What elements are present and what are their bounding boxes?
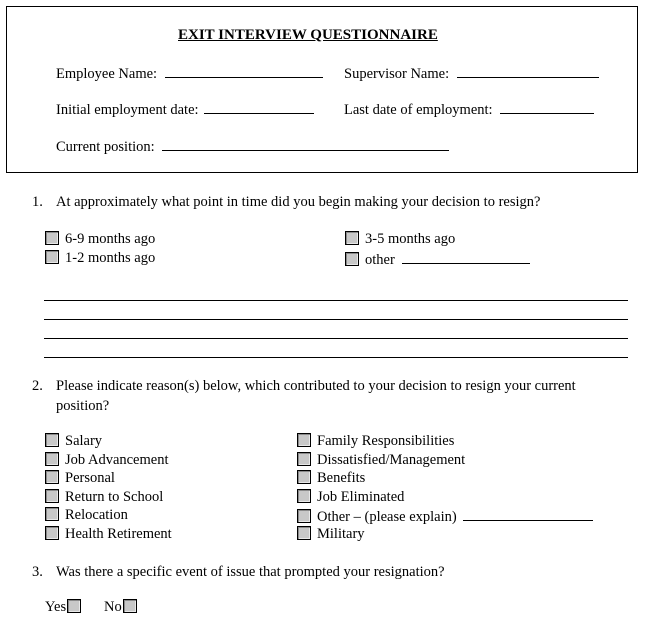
q3-yes-option[interactable] (45, 598, 87, 616)
option-label: Personal (65, 470, 115, 486)
other-line[interactable] (402, 249, 530, 264)
q1-number: 1. (32, 194, 43, 210)
q2-option-job-eliminated[interactable] (297, 488, 404, 506)
checkbox[interactable] (45, 433, 59, 447)
option-label: other (365, 252, 395, 268)
q1-option-6-9-months[interactable] (45, 230, 155, 248)
checkbox[interactable] (345, 231, 359, 245)
q2-option-relocation[interactable] (45, 506, 128, 524)
q2-option-personal[interactable] (45, 469, 115, 487)
option-label: 1-2 months ago (65, 250, 156, 266)
checkbox[interactable] (345, 252, 359, 266)
option-label: Salary (65, 433, 103, 449)
option-label: 3-5 months ago (365, 231, 456, 247)
current-position-field[interactable] (56, 136, 449, 156)
q2-option-job-advancement[interactable] (45, 451, 169, 469)
q1-text: At approximately what point in time did you begin making your decision to resign? (56, 194, 541, 210)
q1-option-other[interactable] (345, 249, 530, 269)
employee-name-label: Employee Name: (56, 66, 158, 82)
initial-employment-line[interactable] (204, 99, 314, 114)
option-label: Other – (please explain) (317, 509, 457, 525)
no-label: No (104, 599, 122, 615)
q2-option-salary[interactable] (45, 432, 102, 450)
option-label: Return to School (65, 489, 164, 505)
option-label: Health Retirement (65, 526, 172, 542)
option-label: Job Eliminated (317, 489, 405, 505)
q1-option-3-5-months[interactable] (345, 230, 455, 248)
checkbox[interactable] (45, 470, 59, 484)
checkbox[interactable] (297, 433, 311, 447)
option-label: Job Advancement (65, 452, 169, 468)
q2-option-benefits[interactable] (297, 469, 365, 487)
q2-option-health-retirement[interactable] (45, 525, 172, 543)
checkbox[interactable] (297, 452, 311, 466)
option-label: Military (317, 526, 365, 542)
q2-option-other-explain[interactable] (297, 506, 593, 526)
yes-checkbox[interactable] (67, 599, 81, 613)
answer-line[interactable] (44, 300, 628, 301)
current-position-line[interactable] (162, 136, 449, 151)
checkbox[interactable] (45, 250, 59, 264)
checkbox[interactable] (45, 452, 59, 466)
checkbox[interactable] (45, 231, 59, 245)
q2-text-line2: position? (56, 398, 110, 414)
option-label: 6-9 months ago (65, 231, 156, 247)
initial-employment-label: Initial employment date: (56, 102, 199, 118)
answer-line[interactable] (44, 338, 628, 339)
yes-label: Yes (45, 599, 67, 615)
q2-option-family-responsibilities[interactable] (297, 432, 454, 450)
q1-option-1-2-months[interactable] (45, 249, 155, 267)
option-label: Relocation (65, 507, 128, 523)
q2-option-dissatisfied-management[interactable] (297, 451, 465, 469)
last-date-line[interactable] (500, 99, 594, 114)
q2-number: 2. (32, 378, 43, 394)
q3-text: Was there a specific event of issue that prompted your resignation? (56, 564, 445, 580)
supervisor-name-label: Supervisor Name: (344, 66, 450, 82)
last-date-field[interactable] (344, 99, 594, 119)
last-date-label: Last date of employment: (344, 102, 493, 118)
initial-employment-field[interactable] (56, 99, 314, 119)
option-label: Dissatisfied/Management (317, 452, 466, 468)
answer-line[interactable] (44, 357, 628, 358)
checkbox[interactable] (297, 509, 311, 523)
no-checkbox[interactable] (123, 599, 137, 613)
option-label: Family Responsibilities (317, 433, 455, 449)
checkbox[interactable] (45, 489, 59, 503)
current-position-label: Current position: (56, 139, 155, 155)
q3-no-option[interactable] (104, 598, 143, 616)
option-label: Benefits (317, 470, 366, 486)
checkbox[interactable] (297, 489, 311, 503)
q2-text-line1: Please indicate reason(s) below, which contributed to your decision to resign your current (56, 378, 576, 394)
form-title: EXIT INTERVIEW QUESTIONNAIRE (178, 27, 438, 43)
checkbox[interactable] (297, 526, 311, 540)
q3-number: 3. (32, 564, 43, 580)
checkbox[interactable] (45, 507, 59, 521)
q2-option-military[interactable] (297, 525, 365, 543)
q2-option-return-to-school[interactable] (45, 488, 163, 506)
employee-name-line[interactable] (165, 63, 323, 78)
supervisor-name-field[interactable] (344, 63, 599, 83)
other-explain-line[interactable] (463, 506, 593, 521)
checkbox[interactable] (45, 526, 59, 540)
answer-line[interactable] (44, 319, 628, 320)
employee-name-field[interactable] (56, 63, 323, 83)
supervisor-name-line[interactable] (457, 63, 599, 78)
checkbox[interactable] (297, 470, 311, 484)
